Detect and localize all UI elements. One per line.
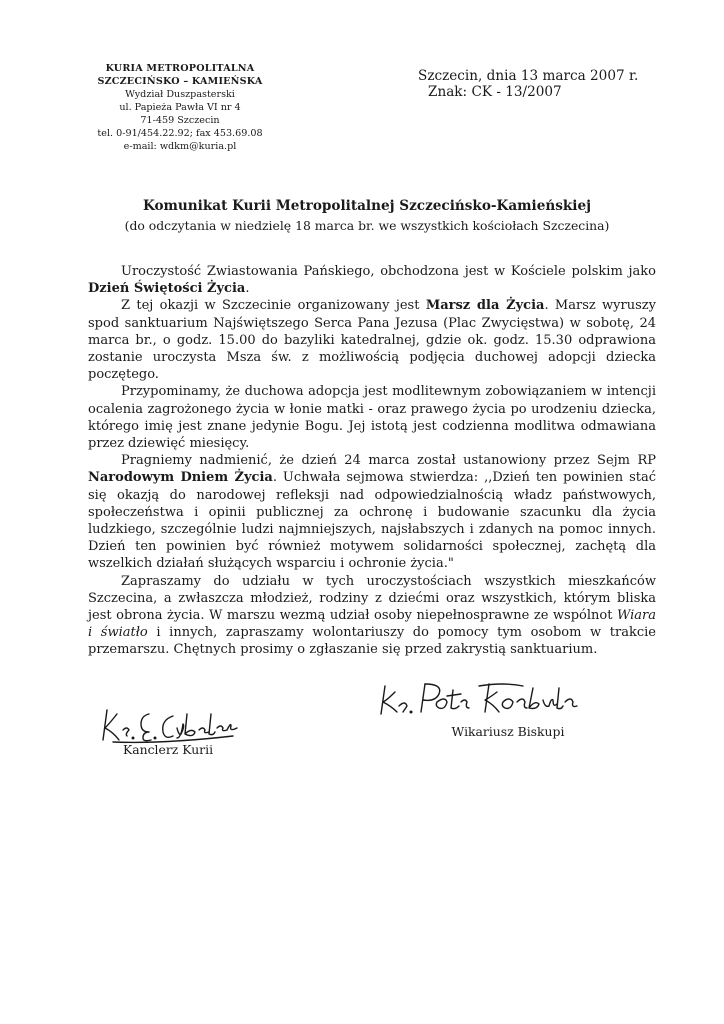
vicar-title: Wikariusz Biskupi (451, 724, 565, 739)
handwritten-signature-right (373, 678, 583, 722)
signature-chancellor (88, 700, 248, 758)
highlight-day-of-sanctity: Dzień Świętości Życia (88, 281, 246, 297)
org-name-line1: KURIA METROPOLITALNA (105, 63, 255, 74)
paragraph-3: Przypominamy, że duchowa adopcja jest modlitewnym zobowiązaniem w intencji ocalenia zagrożonego życia w łonie matki - oraz prawego życia po urodzeniu dziecka, którego imię jest znane jedynie Bogu. Jej istotą jest codzienna modlitwa odmawiana przez dziewięć miesięcy. (88, 384, 656, 452)
email: e-mail: wdkm@kuria.pl (123, 141, 237, 152)
reference-number: Znak: CK - 13/2007 (428, 84, 562, 100)
paragraph-4: Pragniemy nadmienić, że dzień 24 marca został ustanowiony przez Sejm RP Narodowym Dniem Życia. Uchwała sejmowa stwierdza: ,,Dzień ten powinien stać się okazją do narodowej refleksji nad odpowiedzialnością władz państwowych, społeczeństwa i opinii publicznej za ochronę i budowanie szacunku dla życia ludzkiego, szczególnie ludzi najmniejszych, najsłabszych i zdanych na pomoc innych. Dzień ten powinien być również motywem solidarności społecznej, zachętą dla wszelkich działań służących wsparciu i ochronie życia." (88, 453, 656, 572)
postal-city: 71-459 Szczecin (140, 115, 220, 126)
document-title-block (70, 197, 664, 235)
paragraph-2: Z tej okazji w Szczecinie organizowany jest Marsz dla Życia. Marsz wyruszy spod sanktuarium Najświętszego Serca Pana Jezusa (Plac Zwycięstwa) w sobotę, 24 marca br., o godz. 15.00 do bazyliki katedralnej, gdzie ok. godz. 15.30 odprawiona zostanie uroczysta Msza św. z możliwością podjęcia duchowej adopcji dziecka poczętego. (88, 298, 656, 383)
document-title: Komunikat Kurii Metropolitalnej Szczecińsko-Kamieńskiej (142, 198, 592, 214)
handwritten-signature-left (93, 700, 243, 746)
paragraph-5: Zapraszamy do udziału w tych uroczystościach wszystkich mieszkańców Szczecina, a zwłaszcza młodzież, rodziny z dziećmi oraz wszystkich, którym bliska jest obrona życia. W marszu wezmą udział osoby niepełnosprawne ze wspólnot Wiara i światło i innych, zapraszamy wolontariuszy do pomocy tym osobom w trakcie przemarszu. Chętnych prosimy o zgłaszanie się przed zakrystią sanktuarium. (88, 573, 657, 658)
highlight-march-for-life: Marsz dla Życia (425, 298, 545, 314)
place-date: Szczecin, dnia 13 marca 2007 r. (418, 68, 639, 84)
phone-fax: tel. 0-91/454.22.92; fax 453.69.08 (97, 128, 263, 139)
place-date-block (418, 68, 638, 100)
department: Wydział Duszpasterski (125, 89, 235, 100)
org-name-line2: SZCZECIŃSKO – KAMIEŃSKA (97, 76, 263, 87)
highlight-national-day-of-life: Narodowym Dniem Życia (88, 470, 273, 486)
sender-address-block (70, 62, 290, 153)
document-subtitle: (do odczytania w niedzielę 18 marca br. we wszystkich kościołach Szczecina) (124, 218, 610, 233)
signature-vicar (368, 678, 588, 740)
paragraph-1: Uroczystość Zwiastowania Pańskiego, obchodzona jest w Kościele polskim jako Dzień Świętości Życia. (88, 264, 656, 297)
letter-body (88, 263, 656, 659)
street-address: ul. Papieża Pawła VI nr 4 (119, 102, 241, 113)
chancellor-title: Kanclerz Kurii (122, 742, 214, 757)
community-name: Wiara i światło (88, 608, 656, 641)
